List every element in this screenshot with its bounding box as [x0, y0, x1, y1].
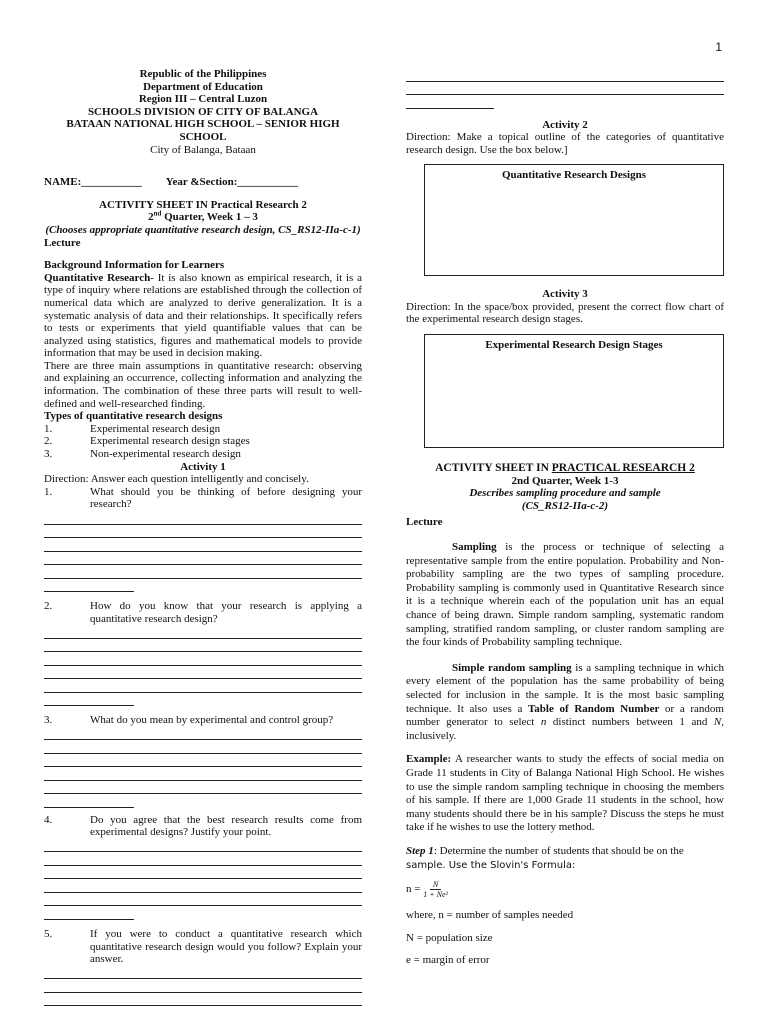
question-num: 1. [44, 485, 53, 498]
type-text: Non-experimental research design [90, 448, 241, 461]
term-table-random-number: Table of Random Number [527, 702, 660, 715]
formula-fraction [423, 880, 448, 899]
slovin-formula [406, 880, 724, 899]
sampling-text: is the process or technique of selecting a representative sample from the entire population. Probability and Non-probability sampling are the two types of sampling procedure. Probability sampling is commonly used in Quantitative Research since it is a technique wherein each of the population unit has an equal chance of being drawn. Simple random sampling, systematic random sampling, stratified random sampling, or cluster random sampling are the four kinds of Probability sampling technique. [406, 541, 724, 649]
type-num: 2. [44, 435, 53, 448]
question-1 [44, 486, 362, 511]
activity3-box-title: Experimental Research Design Stages [485, 339, 663, 352]
srs-text: , inclusively. [406, 716, 724, 742]
term-sampling: Sampling [452, 541, 497, 554]
example-label: Example: [406, 753, 452, 766]
step1-text: : Determine the number of students that should be on the [433, 844, 684, 857]
types-heading: Types of quantitative research designs [44, 410, 223, 423]
header-line: Republic of the Philippines [139, 68, 267, 80]
term-simple-random-sampling: Simple random sampling [452, 661, 572, 674]
var-n: n [540, 716, 547, 729]
background-assumptions: There are three main assumptions in quantitative research: observing and explaining an occurrence, collecting information and analyzing the information. The combination of these three parts will result to well-defined and well-researched finding. [44, 359, 362, 410]
step1-text2: sample. Use the Slovin's Formula: [406, 859, 576, 871]
activity2-box-title: Quantitative Research Designs [501, 169, 646, 182]
left-column [44, 68, 362, 1006]
formula-numerator: N [430, 880, 441, 890]
question-text: If you were to conduct a quantitative research which quantitative research design would you follow? Explain your answer. [90, 927, 362, 966]
sheet2-title-pre: ACTIVITY SHEET IN [435, 462, 552, 475]
formula-denominator: 1 + Ne² [423, 890, 448, 900]
type-num: 1. [44, 422, 53, 435]
answer-lines-4[interactable] [44, 839, 362, 920]
sheet1-quarter [44, 211, 362, 224]
sheet2-subtitle: Describes sampling procedure and sample [469, 487, 661, 500]
answer-lines-3[interactable] [44, 727, 362, 808]
activity1-title: Activity 1 [180, 460, 226, 473]
question-text: Do you agree that the best research results come from experimental designs? Justify your point. [90, 813, 362, 839]
activity3-direction: Direction: In the space/box provided, present the correct flow chart of the experimental research design stages. [406, 300, 724, 326]
type-num: 3. [44, 448, 53, 461]
definition-line: where, n = number of samples needed [406, 909, 574, 922]
answer-lines-5[interactable] [44, 966, 362, 1007]
question-num: 3. [44, 714, 53, 727]
sheet2-title [406, 462, 724, 475]
srs-paragraph [406, 662, 724, 744]
var-N: N [713, 716, 722, 729]
step1-label: Step 1 [406, 844, 434, 857]
formula-lhs: n = [406, 883, 424, 896]
type-text: Experimental research design stages [90, 435, 250, 448]
srs-text: is a sampling technique in which every element of the population has the same probability of being selected for inclusion in the sample. It is the most basic sampling technique. It also uses a [406, 661, 725, 715]
right-column [406, 68, 724, 967]
example-text: A researcher wants to study the effects of social media on Grade 11 students in City of Balanga National High School. He wishes to use the simple random sampling technique in choosing the members of his sample. If there are 1,000 Grade 11 students in the school, how many students should there be in his sample? Discuss the steps he must take if he wishes to use the lottery method. [406, 753, 724, 834]
question-num: 2. [44, 600, 53, 612]
header-city: City of Balanga, Bataan [150, 143, 256, 156]
header-line: Department of Education [143, 80, 263, 93]
activity-2 [406, 119, 724, 277]
background-section [44, 259, 362, 461]
term-quantitative-research: Quantitative Research [44, 271, 151, 284]
sheet1-lecture: Lecture [44, 236, 81, 249]
sheet1-competency: (Chooses appropriate quantitative research design, CS_RS12-IIa-c-1) [45, 223, 361, 236]
activity-1 [44, 461, 362, 1007]
type-text: Experimental research design [90, 422, 221, 435]
sheet2-code: (CS_RS12-IIa-c-2) [521, 499, 609, 512]
header-line: Region III – Central Luzon [138, 93, 268, 106]
activity-sheet-1-header [44, 199, 362, 249]
sheet2-lecture: Lecture [406, 516, 443, 529]
sheet2-title-subject: PRACTICAL RESEARCH 2 [551, 462, 695, 475]
name-label: NAME:___________ [44, 176, 142, 189]
question-4 [44, 814, 362, 839]
question-2 [44, 600, 362, 625]
header-line: SCHOOLS DIVISION OF CITY OF BALANGA [87, 105, 319, 118]
definition-text: - It is also known as empirical research, it is a type of inquiry where relations are established through the collection of numerical data which are analyzed to derive generalization. It is a systematic analysis of data and their relationships. It specifically refers to tests or experiments that yield quantifiable values that can be analyzed using statistics, figures and mathematical models to provide information that may be used in decision making. [44, 271, 362, 360]
sheet1-title: ACTIVITY SHEET IN Practical Research 2 [99, 198, 307, 211]
activity-3 [406, 288, 724, 448]
answer-lines-1[interactable] [44, 511, 362, 592]
quarter-sup: nd [153, 209, 162, 218]
definition-line: e = margin of error [406, 954, 490, 967]
question-5 [44, 928, 362, 966]
question-num: 5. [44, 927, 53, 940]
name-row [44, 176, 362, 189]
question-num: 4. [44, 813, 53, 826]
srs-text: or a random number generator to select [406, 702, 724, 729]
header-line: BATAAN NATIONAL HIGH SCHOOL – SENIOR HIGH SCHOOL [66, 118, 340, 143]
step1-paragraph [406, 845, 724, 872]
type-item [44, 435, 362, 448]
sampling-paragraph [406, 541, 724, 650]
srs-text: distinct numbers between 1 and [546, 716, 714, 729]
page-number: 1 [715, 40, 722, 54]
year-section-label: Year &Section:___________ [165, 176, 298, 189]
question-text: What should you be thinking of before designing your research? [90, 485, 362, 511]
activity2-box[interactable] [424, 164, 724, 276]
sheet2-quarter: 2nd Quarter, Week 1-3 [511, 474, 619, 487]
continued-answer-lines[interactable] [406, 68, 724, 109]
activity2-direction: Direction: Make a topical outline of the categories of quantitative research design. Use the box below.] [406, 131, 724, 156]
question-3 [44, 714, 362, 727]
quarter-num: 2 [148, 211, 154, 224]
quarter-text: Quarter, Week 1 – 3 [161, 211, 258, 224]
answer-lines-2[interactable] [44, 625, 362, 706]
activity3-title: Activity 3 [542, 288, 588, 301]
activity3-box[interactable] [424, 334, 724, 448]
type-item [44, 423, 362, 436]
example-paragraph [406, 753, 724, 835]
background-heading: Background Information for Learners [44, 259, 225, 272]
activity1-direction: Direction: Answer each question intelligently and concisely. [44, 473, 309, 486]
activity-sheet-2-header [406, 462, 724, 529]
type-item [44, 448, 362, 461]
question-text: How do you know that your research is applying a quantitative research design? [90, 600, 362, 625]
question-text: What do you mean by experimental and control group? [90, 714, 334, 727]
activity2-title: Activity 2 [542, 118, 588, 131]
school-header [44, 68, 362, 156]
definition-line: N = population size [406, 931, 493, 944]
background-definition [44, 272, 362, 360]
